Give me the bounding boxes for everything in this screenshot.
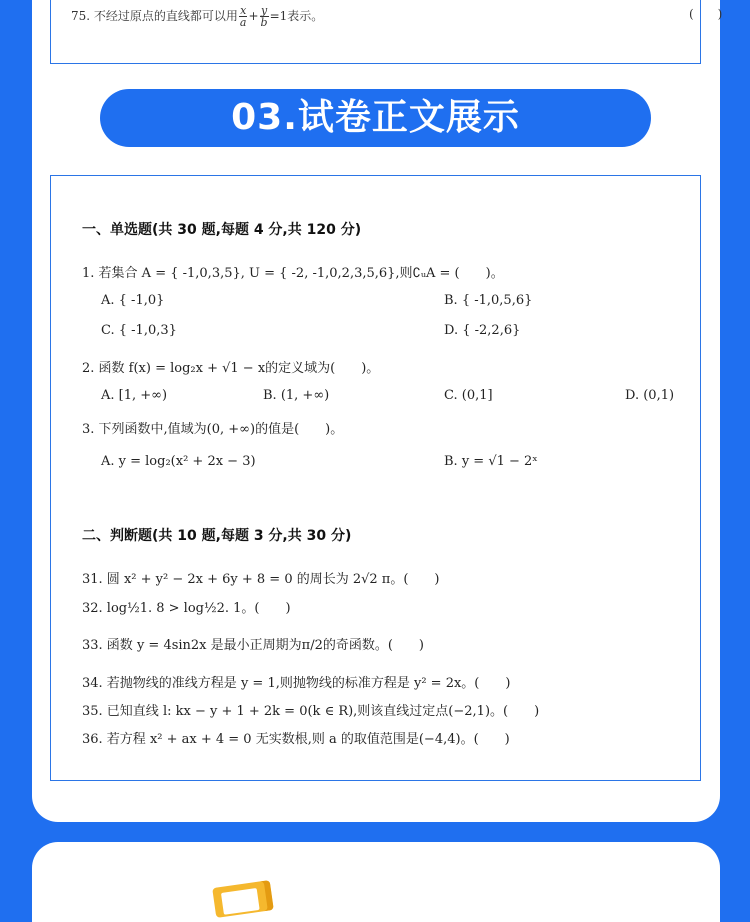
judgement-32: 32. log½1. 8 > log½2. 1。( ) (82, 601, 291, 616)
section1-heading: 一、单选题(共 30 题,每题 4 分,共 120 分) (82, 222, 362, 238)
question-2-option-a: A. [1, +∞) (101, 388, 168, 403)
frac2-den: b (260, 16, 268, 29)
judgement-34: 34. 若抛物线的准线方程是 y = 1,则抛物线的标准方程是 y² = 2x。( ) (82, 676, 511, 691)
q75-plus: + (248, 9, 259, 23)
exam-body-box (50, 175, 701, 781)
judgement-33: 33. 函数 y = 4sin2x 是最小正周期为π/2的奇函数。( ) (82, 638, 424, 653)
q75-answer-paren: ( ) (689, 7, 723, 21)
question-2-option-c: C. (0,1] (444, 388, 493, 403)
next-card (32, 842, 720, 922)
question-3-stem: 3. 下列函数中,值域为(0, +∞)的值是( )。 (82, 422, 344, 437)
section2-heading: 二、判断题(共 10 题,每题 3 分,共 30 分) (82, 528, 352, 544)
frac1-den: a (239, 16, 247, 29)
judgement-36: 36. 若方程 x² + ax + 4 = 0 无实数根,则 a 的取值范围是(−4,4)。( ) (82, 732, 510, 747)
question-1-option-d: D. { -2,2,6} (444, 323, 521, 338)
question-2-option-b: B. (1, +∞) (263, 388, 330, 403)
frac1-num: x (240, 4, 247, 17)
question-75 (71, 5, 323, 28)
question-3-option-b: B. y = √1 − 2ˣ (444, 454, 538, 469)
question-1-option-c: C. { -1,0,3} (101, 323, 177, 338)
frac2-num: y (260, 4, 268, 17)
question-3-option-a: A. y = log₂(x² + 2x − 3) (101, 454, 256, 469)
question-1-option-b: B. { -1,0,5,6} (444, 293, 533, 308)
fraction-y-over-b (260, 5, 269, 28)
judgement-31: 31. 圆 x² + y² − 2x + 6y + 8 = 0 的周长为 2√2 π。( ) (82, 572, 440, 587)
judgement-35: 35. 已知直线 l: kx − y + 1 + 2k = 0(k ∈ R),则该直线过定点(−2,1)。( ) (82, 704, 540, 719)
q75-suffix: =1表示。 (269, 9, 324, 23)
question-2-stem: 2. 函数 f(x) = log₂x + √1 − x的定义域为( )。 (82, 361, 380, 376)
section-banner: 03.试卷正文展示 (100, 89, 651, 147)
previous-page-box (50, 0, 723, 64)
fraction-x-over-a (239, 5, 248, 28)
question-1-option-a: A. { -1,0} (101, 293, 165, 308)
q75-prefix: 75. 不经过原点的直线都可以用 (71, 9, 238, 23)
question-1-stem: 1. 若集合 A = { -1,0,3,5}, U = { -2, -1,0,2,3,5,6},则∁ᵤA = ( )。 (82, 266, 504, 281)
question-2-option-d: D. (0,1) (625, 388, 675, 403)
